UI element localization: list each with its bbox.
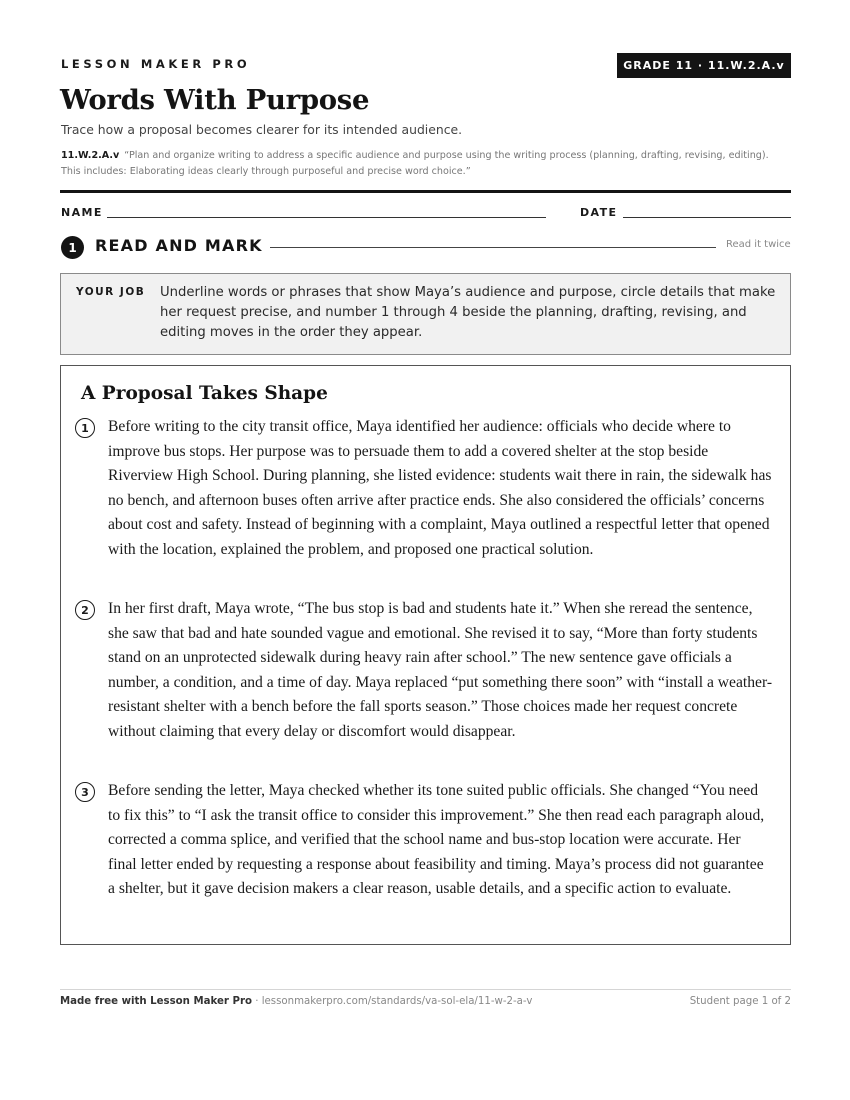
standard-code: 11.W.2.A.v (61, 150, 120, 161)
section-number: 1 (61, 236, 84, 259)
date-label: DATE (580, 206, 618, 219)
standard-text: “Plan and organize writing to address a specific audience and purpose using the writing process (planning, drafting, revising, editing). This includes: Elaborating ideas clearly through purposeful and precise word choice.” (61, 150, 769, 177)
header-divider (60, 190, 791, 193)
name-label: NAME (61, 206, 103, 219)
job-box (60, 273, 791, 355)
standard-description (61, 148, 791, 180)
footer-url[interactable]: · lessonmakerpro.com/standards/va-sol-ela/11-w-2-a-v (255, 996, 533, 1007)
paragraph-text: Before sending the letter, Maya checked whether its tone suited public officials. She changed “You need to fix this” to “I ask the transit office to consider this improvement.” She then read each paragraph aloud, corrected a comma splice, and verified that the school name and bus-stop location were accurate. Her final letter ended by requesting a response about feasibility and timing. Maya’s process did not guarantee a shelter, but it gave decision makers a clear reason, usable details, and a specific action to evaluate. (108, 782, 765, 898)
job-label: YOUR JOB (76, 286, 146, 298)
brand-name: LESSON MAKER PRO (61, 57, 251, 71)
paragraph-number: 1 (75, 418, 95, 438)
grade-badge: GRADE 11 · 11.W.2.A.v (617, 53, 791, 78)
job-instructions: Underline words or phrases that show Maya’s audience and purpose, circle details that make her request precise, and number 1 through 4 beside the planning, drafting, revising, and editing moves in the order they appear. (160, 285, 776, 340)
section-title: READ AND MARK (95, 236, 263, 255)
footer-made-with: Made free with Lesson Maker Pro (60, 996, 252, 1007)
passage-box (60, 365, 791, 945)
passage-title: A Proposal Takes Shape (81, 383, 328, 404)
date-field[interactable] (623, 217, 791, 218)
footer-divider (60, 989, 791, 990)
section-hint: Read it twice (726, 239, 791, 250)
page-subtitle: Trace how a proposal becomes clearer for its intended audience. (61, 122, 463, 137)
page-title: Words With Purpose (60, 84, 370, 116)
paragraph-number: 2 (75, 600, 95, 620)
name-field[interactable] (107, 217, 546, 218)
section-divider (270, 247, 716, 248)
paragraph-number: 3 (75, 782, 95, 802)
page-indicator: Student page 1 of 2 (689, 996, 791, 1007)
footer-credit (60, 996, 532, 1007)
paragraph-text: Before writing to the city transit office, Maya identified her audience: officials who decide where to improve bus stops. Her purpose was to persuade them to add a covered shelter at the stop beside Riverview High School. During planning, she listed evidence: students wait there in rain, the sidewalk has no bench, and afternoon buses often arrive after practice ends. She also considered the officials’ concerns about cost and safety. Instead of beginning with a complaint, Maya outlined a respectful letter that opened with the location, explained the problem, and proposed one practical solution. (108, 418, 772, 558)
paragraph-text: In her first draft, Maya wrote, “The bus stop is bad and students hate it.” When she reread the sentence, she saw that bad and hate sounded vague and emotional. She revised it to say, “More than forty students stand on an unprotected sidewalk during heavy rain after school.” The new sentence gave officials a number, a condition, and a time of day. Maya replaced “put something there soon” with “install a weather-resistant shelter with a bench before the fall sports season.” Those choices made her request concrete without claiming that every delay or discomfort would disappear. (108, 600, 773, 740)
